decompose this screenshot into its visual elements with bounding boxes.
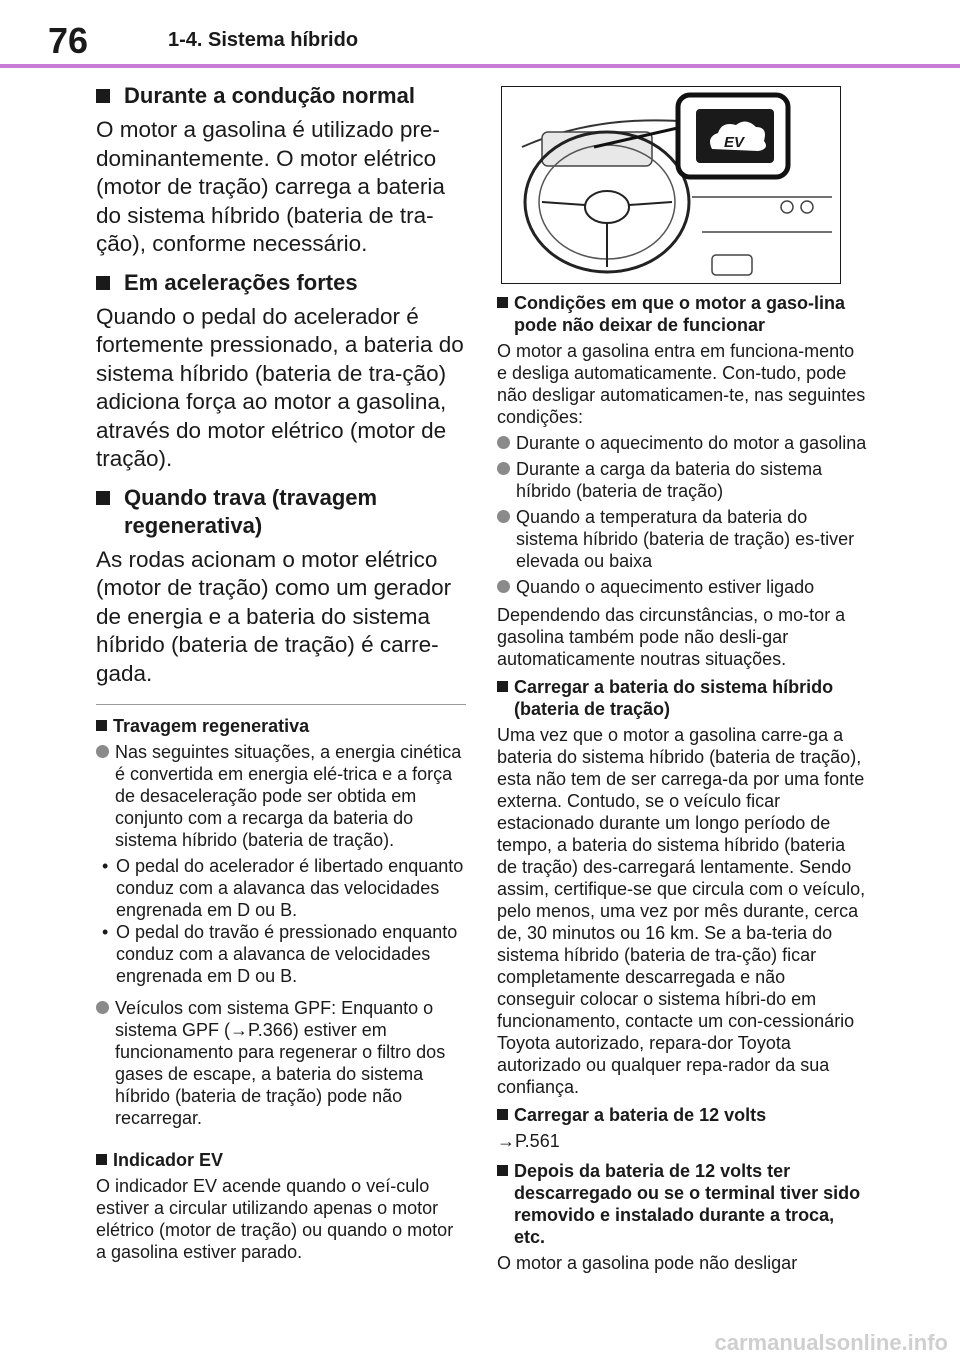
square-bullet-icon bbox=[96, 276, 110, 290]
heading-text: Carregar a bateria do sistema híbrido (bateria de tração) bbox=[514, 677, 834, 719]
list-item-text: Veículos com sistema GPF: Enquanto o sistema GPF (→P.366) estiver em funcionamento para regenerar o filtro dos gases de escape, a bateria do sistema híbrido (bateria de tração) pode não recarregar. bbox=[115, 998, 446, 1128]
circle-bullet-icon bbox=[96, 1001, 109, 1014]
note-heading bbox=[96, 715, 466, 737]
note-text: O motor a gasolina pode não desligar bbox=[497, 1253, 798, 1273]
dashboard-illustration bbox=[501, 86, 841, 284]
section-divider bbox=[96, 704, 466, 705]
square-bullet-icon bbox=[96, 720, 107, 731]
list-item-text: Quando a temperatura da bateria do sistema híbrido (bateria de tração) es-tiver elevada ou baixa bbox=[516, 507, 855, 571]
page-reference-link[interactable]: →P.561 bbox=[497, 1131, 560, 1151]
note-heading bbox=[497, 292, 867, 336]
sub-list-item-text: O pedal do acelerador é libertado enquanto conduz com a alavanca das velocidades engrenada em D ou B. bbox=[116, 856, 464, 920]
heading-text: Durante a condução normal bbox=[124, 83, 415, 108]
header-rule bbox=[0, 64, 960, 68]
section-heading bbox=[96, 484, 466, 540]
list-item bbox=[96, 997, 466, 1129]
note-text: Dependendo das circunstâncias, o mo-tor a gasolina também pode não desli-gar automaticamente noutras situações. bbox=[497, 605, 846, 669]
page-number: 76 bbox=[48, 20, 89, 61]
section-heading bbox=[96, 269, 466, 297]
circle-bullet-icon bbox=[497, 462, 510, 475]
sub-list-item bbox=[96, 921, 466, 987]
list-item-text: Quando o aquecimento estiver ligado bbox=[516, 577, 815, 597]
square-bullet-icon bbox=[497, 1165, 508, 1176]
ev-indicator-label: EV bbox=[723, 134, 745, 151]
list-item-text: Durante a carga da bateria do sistema híbrido (bateria de tração) bbox=[516, 459, 823, 501]
dashboard-drawing bbox=[502, 87, 840, 283]
list-item bbox=[497, 458, 867, 502]
circle-bullet-icon bbox=[497, 436, 510, 449]
section-heading bbox=[96, 82, 466, 110]
list-item bbox=[497, 576, 867, 598]
section-text: O motor a gasolina é utilizado pre-dominantemente. O motor elétrico (motor de tração) carrega a bateria do sistema híbrido (bateria de tra-ção), conforme necessário. bbox=[96, 117, 445, 256]
list-item bbox=[497, 432, 867, 454]
square-bullet-icon bbox=[497, 681, 508, 692]
note-heading bbox=[96, 1149, 466, 1171]
note-heading bbox=[497, 1160, 867, 1248]
heading-text: Em acelerações fortes bbox=[124, 269, 358, 295]
square-bullet-icon bbox=[96, 1154, 107, 1165]
heading-text: Travagem regenerativa bbox=[113, 716, 310, 736]
list-item bbox=[96, 741, 466, 851]
chapter-title: 1-4. Sistema híbrido bbox=[168, 29, 359, 51]
dot-marker-icon: • bbox=[102, 856, 109, 876]
right-column bbox=[497, 76, 867, 1278]
list-item bbox=[497, 506, 867, 572]
list-item-text: Durante o aquecimento do motor a gasolina bbox=[516, 433, 867, 453]
note-heading bbox=[497, 1104, 867, 1126]
dot-marker-icon: • bbox=[102, 922, 109, 942]
left-column bbox=[96, 76, 466, 1267]
section-text: Quando o pedal do acelerador é fortemente pressionado, a bateria do sistema híbrido (bateria de tra-ção) adiciona força ao motor a gasolina, através do motor elétrico (motor de tração). bbox=[96, 303, 464, 471]
heading-text: Condições em que o motor a gaso-lina pode não deixar de funcionar bbox=[514, 293, 846, 335]
note-text: O indicador EV acende quando o veí-culo estiver a circular utilizando apenas o motor elétrico (motor de tração) ou quando o motor a gasolina estiver parado. bbox=[96, 1176, 454, 1262]
heading-text: Depois da bateria de 12 volts ter descarregado ou se o terminal tiver sido removido e instalado durante a troca, etc. bbox=[514, 1161, 861, 1247]
heading-text: Carregar a bateria de 12 volts bbox=[514, 1105, 767, 1125]
circle-bullet-icon bbox=[497, 510, 510, 523]
square-bullet-icon bbox=[96, 491, 110, 505]
list-item-text: Nas seguintes situações, a energia cinética é convertida em energia elé-trica e a força de desaceleração pode ser obtida em conjunto com a recarga da bateria do sistema híbrido (bateria de tração). bbox=[115, 742, 462, 850]
note-text: Uma vez que o motor a gasolina carre-ga a bateria do sistema híbrido (bateria de tração), esta não tem de ser carrega-da por uma fonte externa. Contudo, se o veículo ficar estacionado durante um longo período de tempo, a bateria do sistema híbrido (bateria de tração) des-carregará lentamente. Sendo assim, certifique-se que circula com o veículo, pelo menos, uma vez por mês durante, cerca de, 30 minutos ou 16 km. Se a ba-teria do sistema híbrido (bateria de tra-ção) ficar completamente descarregada e não conseguir colocar o sistema híbri-do em funcionamento, contacte um con-cessionário Toyota autorizado, repara-dor Toyota autorizado ou qualquer repa-rador da sua confiança. bbox=[497, 725, 866, 1097]
square-bullet-icon bbox=[96, 89, 110, 103]
square-bullet-icon bbox=[497, 1109, 508, 1120]
sub-list-item-text: O pedal do travão é pressionado enquanto conduz com a alavanca de velocidades engrenada em D ou B. bbox=[116, 922, 458, 986]
note-heading bbox=[497, 676, 867, 720]
watermark: carmanualsonline.info bbox=[714, 1330, 948, 1355]
circle-bullet-icon bbox=[96, 745, 109, 758]
square-bullet-icon bbox=[497, 297, 508, 308]
heading-text: Indicador EV bbox=[113, 1150, 224, 1170]
note-text: O motor a gasolina entra em funciona-mento e desliga automaticamente. Con-tudo, pode não desligar automaticamen-te, nas seguintes condições: bbox=[497, 341, 866, 427]
section-text: As rodas acionam o motor elétrico (motor de tração) como um gerador de energia e a bateria do sistema híbrido (bateria de tração) é carre-gada. bbox=[96, 546, 452, 686]
circle-bullet-icon bbox=[497, 580, 510, 593]
page-header bbox=[0, 0, 960, 68]
sub-list-item bbox=[96, 855, 466, 921]
heading-text: Quando trava (travagem regenerativa) bbox=[124, 484, 378, 538]
